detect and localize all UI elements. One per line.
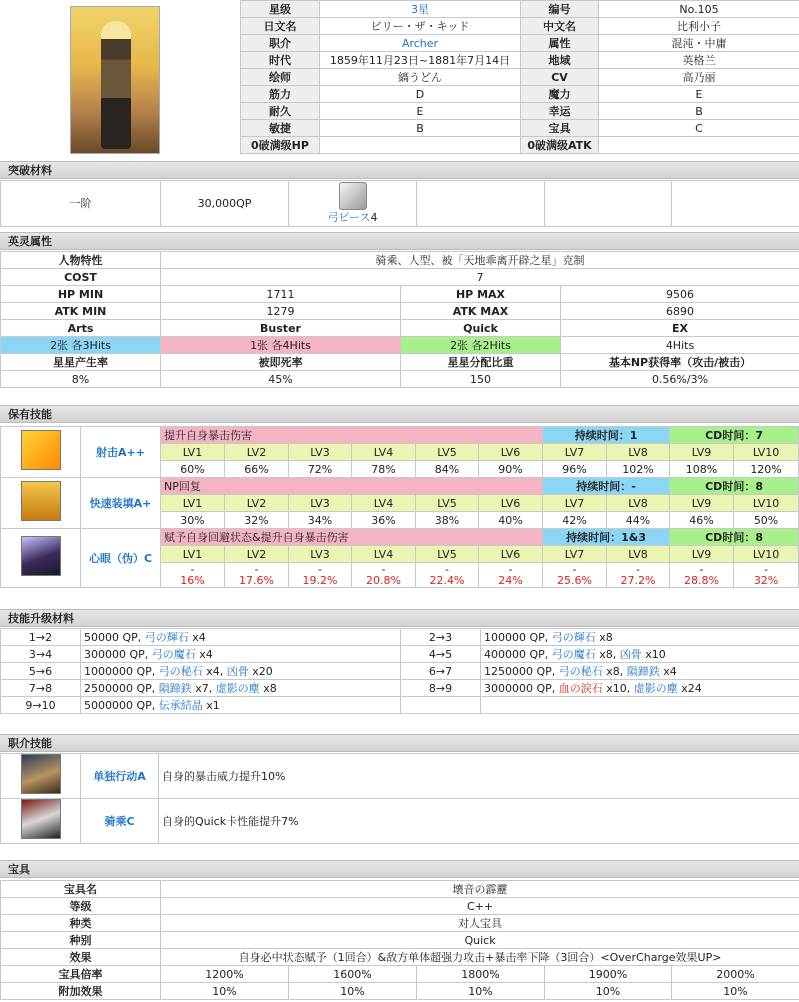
profile-value-b-4: 高乃丽: [599, 69, 799, 86]
class-skill-effect-2: 自身的Quick卡性能提升7%: [159, 799, 799, 844]
material-item-link[interactable]: 弓の魔石: [151, 647, 196, 661]
skill-2-lv-3: LV3: [289, 495, 352, 512]
np-value-1: 壊音の霹靂: [161, 881, 799, 898]
skill-value: 42%: [562, 513, 587, 527]
profile-value-b-3: 英格兰: [599, 52, 799, 69]
skill-value: -: [190, 563, 195, 576]
material-step-7: 7→8: [1, 680, 81, 697]
material-empty-step: [401, 697, 481, 714]
material-cost-5: [81, 663, 401, 680]
np-gain-value: 0.56%/3%: [561, 371, 799, 388]
star-gen-label: 星星产生率: [1, 354, 161, 371]
material-empty-cost: [481, 697, 799, 714]
skill-2-lv-9: LV9: [670, 495, 734, 512]
skill-value: -: [381, 563, 386, 576]
skill-2-lv-5: LV5: [416, 495, 479, 512]
skill-value-secondary: 24%: [498, 574, 523, 587]
card-ex-label: EX: [561, 320, 799, 337]
skill-3-lv-8: LV8: [607, 546, 670, 563]
atk-max-value: 6890: [561, 303, 799, 320]
ascension-table: [0, 180, 799, 227]
skill-value: -: [764, 563, 769, 576]
skill-1-lv-2: LV2: [225, 444, 289, 461]
class-skills-table: [0, 753, 799, 844]
skill-value-secondary: 22.4%: [429, 574, 465, 587]
material-cost-2: [481, 629, 799, 646]
np-value-2: C++: [161, 898, 799, 915]
profile-label-b-5: 魔力: [521, 86, 599, 103]
material-item-count: x7,: [191, 681, 216, 695]
section-attributes: 英灵属性: [0, 232, 799, 250]
card-buster-label: Buster: [161, 320, 401, 337]
material-qp: 400000 QP,: [484, 647, 552, 661]
profile-value-a-3: 1859年11月23日~1881年7月14日: [320, 52, 521, 69]
mind-eye-icon: [21, 536, 61, 576]
material-item-count: x4: [195, 647, 213, 661]
skill-value-secondary: 25.6%: [557, 574, 592, 587]
material-item-link[interactable]: 隕蹄鉄: [626, 664, 660, 678]
death-rate-value: 45%: [161, 371, 401, 388]
ascension-empty-3: [672, 181, 799, 227]
np-extra-lv3: 10%: [417, 983, 545, 1000]
skill-3-lv-10: LV10: [734, 546, 799, 563]
skill-value: 40%: [498, 513, 523, 527]
skill-1-value-9: [670, 461, 734, 478]
card-buster-value: 1张 各4Hits: [161, 337, 401, 354]
profile-label-b-4: CV: [521, 69, 599, 86]
skill-3-value-3: [289, 563, 352, 588]
profile-label-a-6: 耐久: [241, 103, 320, 120]
skill-2-value-5: [416, 512, 479, 529]
class-skill-name-2[interactable]: 骑乘C: [81, 799, 159, 844]
skill-value: -: [254, 563, 259, 576]
sword-icon: [21, 481, 61, 521]
skill-value: -: [572, 563, 577, 576]
skill-value: 72%: [307, 462, 333, 476]
skill-duration-1: 持续时间：1: [543, 427, 670, 444]
skill-3-lv-4: LV4: [352, 546, 416, 563]
material-cost-9: [81, 697, 401, 714]
skill-1-lv-5: LV5: [416, 444, 479, 461]
profile-label-b-1: 中文名: [521, 18, 599, 35]
skill-3-value-1: [161, 563, 225, 588]
skill-name-1[interactable]: 射击A++: [81, 427, 161, 478]
skill-value-secondary: 16%: [180, 574, 205, 587]
skill-1-lv-10: LV10: [734, 444, 799, 461]
profile-value-a-1: ビリー・ザ・キッド: [320, 18, 521, 35]
skill-3-value-10: [734, 563, 799, 588]
skill-2-value-7: [543, 512, 607, 529]
material-qp: 2500000 QP,: [84, 681, 159, 695]
ascension-qp: 30,000QP: [161, 181, 289, 227]
profile-value-a-2: Archer: [320, 35, 521, 52]
skill-name-3[interactable]: 心眼（伪）C: [81, 529, 161, 588]
ascension-item-name[interactable]: 弓ピース: [327, 211, 371, 224]
np-extra-lv4: 10%: [545, 983, 672, 1000]
material-item-link[interactable]: 弓の秘石: [158, 664, 203, 678]
section-noble-phantasm: 宝具: [0, 860, 799, 878]
skill-cd-3: CD时间：8: [670, 529, 799, 546]
skill-1-value-4: [352, 461, 416, 478]
material-item-link[interactable]: 弓の魔石: [551, 647, 596, 661]
profile-value-a-5: D: [320, 86, 521, 103]
skill-cd-2: CD时间：8: [670, 478, 799, 495]
skill-1-value-8: [607, 461, 670, 478]
material-qp: 5000000 QP,: [84, 698, 159, 712]
skill-value: 30%: [180, 513, 205, 527]
np-label-1: 宝具名: [1, 881, 161, 898]
skill-effect-1: 提升自身暴击伤害: [161, 427, 543, 444]
skill-value: 102%: [622, 462, 654, 476]
skill-value: 34%: [307, 513, 333, 527]
np-extra-lv1: 10%: [161, 983, 289, 1000]
profile-label-b-7: 宝具: [521, 120, 599, 137]
skill-1-lv-4: LV4: [352, 444, 416, 461]
atk-max-label: ATK MAX: [401, 303, 561, 320]
skill-1-value-2: [225, 461, 289, 478]
cost-label: COST: [1, 269, 161, 286]
profile-value-b-8: [599, 137, 799, 154]
material-cost-6: [481, 663, 799, 680]
skill-1-value-6: [479, 461, 543, 478]
profile-label-a-8: 0破满级HP: [241, 137, 320, 154]
skill-materials-table: [0, 628, 799, 714]
np-mult-label: 宝具倍率: [1, 966, 161, 983]
skill-value: 90%: [498, 462, 523, 476]
section-skill-materials: 技能升级材料: [0, 609, 799, 627]
skill-effect-2: NP回复: [161, 478, 543, 495]
skill-icon-cell-3: [1, 529, 81, 588]
material-step-2: 2→3: [401, 629, 481, 646]
profile-value-a-0: 3星: [320, 1, 521, 18]
profile-value-a-6: E: [320, 103, 521, 120]
skill-3-lv-7: LV7: [543, 546, 607, 563]
skill-1-lv-3: LV3: [289, 444, 352, 461]
cloak-icon: [21, 754, 61, 794]
skill-2-lv-7: LV7: [543, 495, 607, 512]
skill-2-value-10: [734, 512, 799, 529]
skill-value: -: [636, 563, 641, 576]
profile-value-b-0: No.105: [599, 1, 799, 18]
card-ex-value: 4Hits: [561, 337, 799, 354]
skill-1-value-1: [161, 461, 225, 478]
material-item-count: x24: [677, 681, 702, 695]
skill-3-lv-3: LV3: [289, 546, 352, 563]
skill-value: 60%: [180, 462, 205, 476]
skill-2-lv-8: LV8: [607, 495, 670, 512]
material-qp: 1250000 QP,: [484, 664, 559, 678]
section-ascension: 突破材料: [0, 161, 799, 179]
profile-label-b-3: 地域: [521, 52, 599, 69]
np-mult-lv3: 1800%: [417, 966, 545, 983]
skill-2-value-1: [161, 512, 225, 529]
skill-3-value-8: [607, 563, 670, 588]
material-cost-7: [81, 680, 401, 697]
material-qp: 300000 QP,: [84, 647, 152, 661]
np-extra-lv5: 10%: [672, 983, 799, 1000]
material-item-link[interactable]: 凶骨: [619, 647, 642, 661]
skill-2-value-2: [225, 512, 289, 529]
skill-1-lv-6: LV6: [479, 444, 543, 461]
skill-value-secondary: 17.6%: [239, 574, 274, 587]
skill-1-value-5: [416, 461, 479, 478]
material-cost-1: [81, 629, 401, 646]
material-item-link[interactable]: 伝承結晶: [158, 698, 203, 712]
np-label-5: 效果: [1, 949, 161, 966]
skill-2-value-6: [479, 512, 543, 529]
profile-value-b-7: C: [599, 120, 799, 137]
profile-label-b-6: 幸运: [521, 103, 599, 120]
section-skills: 保有技能: [0, 405, 799, 423]
ascension-item[interactable]: [289, 181, 417, 227]
np-value-4: Quick: [161, 932, 799, 949]
skill-duration-3: 持续时间：1&3: [543, 529, 670, 546]
np-mult-lv4: 1900%: [545, 966, 672, 983]
skill-2-value-8: [607, 512, 670, 529]
material-qp: 100000 QP,: [484, 630, 552, 644]
material-item-count: x8: [259, 681, 277, 695]
rider-icon: [21, 799, 61, 839]
material-qp: 1000000 QP,: [84, 664, 159, 678]
skill-icon-cell-2: [1, 478, 81, 529]
np-label-3: 种类: [1, 915, 161, 932]
skill-value: -: [699, 563, 704, 576]
np-mult-lv5: 2000%: [672, 966, 799, 983]
material-item-count: x10,: [602, 681, 634, 695]
profile-value-b-1: 比利小子: [599, 18, 799, 35]
skill-value: 66%: [244, 462, 269, 476]
skill-value: -: [445, 563, 449, 576]
class-skill-effect-1: 自身的暴击威力提升10%: [159, 754, 799, 799]
profile-value-b-6: B: [599, 103, 799, 120]
material-item-link[interactable]: 弓の輝石: [551, 630, 596, 644]
hp-max-value: 9506: [561, 286, 799, 303]
skill-3-value-4: [352, 563, 416, 588]
noble-phantasm-table: [0, 880, 799, 1000]
skill-value: 44%: [625, 513, 651, 527]
profile-label-a-5: 筋力: [241, 86, 320, 103]
profile-label-a-3: 时代: [241, 52, 320, 69]
skill-value-secondary: 27.2%: [620, 574, 656, 587]
profile-value-a-4: 縞うどん: [320, 69, 521, 86]
material-cost-4: [481, 646, 799, 663]
material-cost-3: [81, 646, 401, 663]
skill-value: -: [318, 563, 322, 576]
skill-cd-1: CD时间：7: [670, 427, 799, 444]
ascension-empty-1: [417, 181, 545, 227]
skill-icon-cell-1: [1, 427, 81, 478]
material-step-8: 8→9: [401, 680, 481, 697]
star-gen-value: 8%: [1, 371, 161, 388]
skill-2-lv-2: LV2: [225, 495, 289, 512]
profile-label-a-1: 日文名: [241, 18, 320, 35]
skill-1-lv-7: LV7: [543, 444, 607, 461]
material-step-9: 9→10: [1, 697, 81, 714]
servant-portrait: [70, 6, 160, 154]
skill-3-value-6: [479, 563, 543, 588]
skill-value: 32%: [244, 513, 269, 527]
skill-value: 96%: [562, 462, 587, 476]
hp-min-label: HP MIN: [1, 286, 161, 303]
skill-value: 120%: [750, 462, 782, 476]
skill-value: 36%: [371, 513, 396, 527]
atk-min-value: 1279: [161, 303, 401, 320]
np-extra-lv2: 10%: [289, 983, 417, 1000]
skill-2-value-4: [352, 512, 416, 529]
skill-3-lv-5: LV5: [416, 546, 479, 563]
skill-value-secondary: 32%: [753, 574, 779, 587]
skill-value: 78%: [371, 462, 396, 476]
skill-2-lv-4: LV4: [352, 495, 416, 512]
np-mult-lv2: 1600%: [289, 966, 417, 983]
material-qp: 50000 QP,: [84, 630, 145, 644]
star-absorb-label: 星星分配比重: [401, 354, 561, 371]
bow-piece-icon: [339, 182, 367, 210]
np-gain-label: 基本NP获得率（攻击/被击）: [561, 354, 799, 371]
np-value-5: 自身必中状态赋予（1回合）&敌方单体超强力攻击+暴击率下降（3回合）<OverCharge效果UP>: [161, 949, 799, 966]
material-item-count: x20: [248, 664, 273, 678]
profile-label-b-0: 编号: [521, 1, 599, 18]
card-arts-label: Arts: [1, 320, 161, 337]
profile-value-a-8: [320, 137, 521, 154]
profile-label-a-2: 职介: [241, 35, 320, 52]
skill-3-lv-9: LV9: [670, 546, 734, 563]
hp-max-label: HP MAX: [401, 286, 561, 303]
hp-min-value: 1711: [161, 286, 401, 303]
material-item-link[interactable]: 弓の輝石: [144, 630, 189, 644]
material-item-count: x4: [188, 630, 206, 644]
death-rate-label: 被即死率: [161, 354, 401, 371]
skill-value-secondary: 19.2%: [302, 574, 338, 587]
skill-3-value-5: [416, 563, 479, 588]
ascension-item-count: 4: [370, 211, 378, 224]
atk-min-label: ATK MIN: [1, 303, 161, 320]
material-item-count: x1: [202, 698, 220, 712]
material-item-link[interactable]: 血の涙石: [558, 681, 603, 695]
np-label-2: 等级: [1, 898, 161, 915]
skill-1-lv-1: LV1: [161, 444, 225, 461]
skill-effect-3: 赋予自身回避状态&提升自身暴击伤害: [161, 529, 543, 546]
material-item-count: x4,: [202, 664, 227, 678]
profile-label-a-7: 敏捷: [241, 120, 320, 137]
skill-2-value-9: [670, 512, 734, 529]
ascension-empty-2: [545, 181, 672, 227]
skill-2-value-3: [289, 512, 352, 529]
skill-3-lv-6: LV6: [479, 546, 543, 563]
skill-value: -: [508, 563, 513, 576]
skill-3-value-2: [225, 563, 289, 588]
ascension-stage: 一阶: [1, 181, 161, 227]
skill-name-2[interactable]: 快速装填A+: [81, 478, 161, 529]
material-step-3: 3→4: [1, 646, 81, 663]
material-step-1: 1→2: [1, 629, 81, 646]
traits-value: 骑乘、人型、被「天地乖离开辟之星」克制: [161, 252, 799, 269]
skill-3-value-9: [670, 563, 734, 588]
material-item-count: x8,: [595, 647, 620, 661]
card-quick-value: 2张 各2Hits: [401, 337, 561, 354]
material-item-count: x4: [659, 664, 677, 678]
material-item-link[interactable]: 弓の秘石: [558, 664, 603, 678]
skill-value: 46%: [689, 513, 714, 527]
skill-value-secondary: 20.8%: [366, 574, 401, 587]
profile-value-b-2: 混沌・中庸: [599, 35, 799, 52]
material-step-6: 6→7: [401, 663, 481, 680]
skill-1-lv-9: LV9: [670, 444, 734, 461]
profile-label-a-4: 绘师: [241, 69, 320, 86]
material-item-count: x10: [641, 647, 666, 661]
skill-value: 84%: [434, 462, 460, 476]
skill-3-lv-1: LV1: [161, 546, 225, 563]
star-absorb-value: 150: [401, 371, 561, 388]
material-item-link[interactable]: 虚影の塵: [633, 681, 678, 695]
material-step-5: 5→6: [1, 663, 81, 680]
skill-value: 38%: [434, 513, 460, 527]
material-item-link[interactable]: 隕蹄鉄: [158, 681, 192, 695]
np-label-4: 种别: [1, 932, 161, 949]
crit-up-icon: [21, 430, 61, 470]
profile-label-a-0: 星级: [241, 1, 320, 18]
profile-label-b-8: 0破满级ATK: [521, 137, 599, 154]
material-item-count: x8: [595, 630, 613, 644]
skill-1-lv-8: LV8: [607, 444, 670, 461]
profile-table: [240, 0, 799, 154]
profile-label-b-2: 属性: [521, 35, 599, 52]
material-item-count: x8,: [602, 664, 627, 678]
skill-2-lv-1: LV1: [161, 495, 225, 512]
skill-value: 108%: [685, 462, 718, 476]
card-arts-value: 2张 各3Hits: [1, 337, 161, 354]
np-mult-lv1: 1200%: [161, 966, 289, 983]
skill-2-lv-6: LV6: [479, 495, 543, 512]
skill-2-lv-10: LV10: [734, 495, 799, 512]
class-skill-name-1[interactable]: 单独行动A: [81, 754, 159, 799]
skills-table: [0, 426, 799, 588]
material-item-link[interactable]: 虚影の塵: [215, 681, 260, 695]
np-value-3: 对人宝具: [161, 915, 799, 932]
section-class-skills: 职介技能: [0, 734, 799, 752]
profile-value-b-5: E: [599, 86, 799, 103]
cost-value: 7: [161, 269, 799, 286]
skill-1-value-3: [289, 461, 352, 478]
card-quick-label: Quick: [401, 320, 561, 337]
skill-1-value-10: [734, 461, 799, 478]
skill-value-secondary: 28.8%: [684, 574, 719, 587]
skill-3-value-7: [543, 563, 607, 588]
material-cost-8: [481, 680, 799, 697]
skill-duration-2: 持续时间：-: [543, 478, 670, 495]
material-qp: 3000000 QP,: [484, 681, 559, 695]
skill-value: 50%: [753, 513, 779, 527]
material-item-link[interactable]: 凶骨: [226, 664, 249, 678]
skill-3-lv-2: LV2: [225, 546, 289, 563]
profile-value-a-7: B: [320, 120, 521, 137]
material-step-4: 4→5: [401, 646, 481, 663]
skill-1-value-7: [543, 461, 607, 478]
np-extra-label: 附加效果: [1, 983, 161, 1000]
traits-label: 人物特性: [1, 252, 161, 269]
attributes-table: [0, 251, 799, 388]
